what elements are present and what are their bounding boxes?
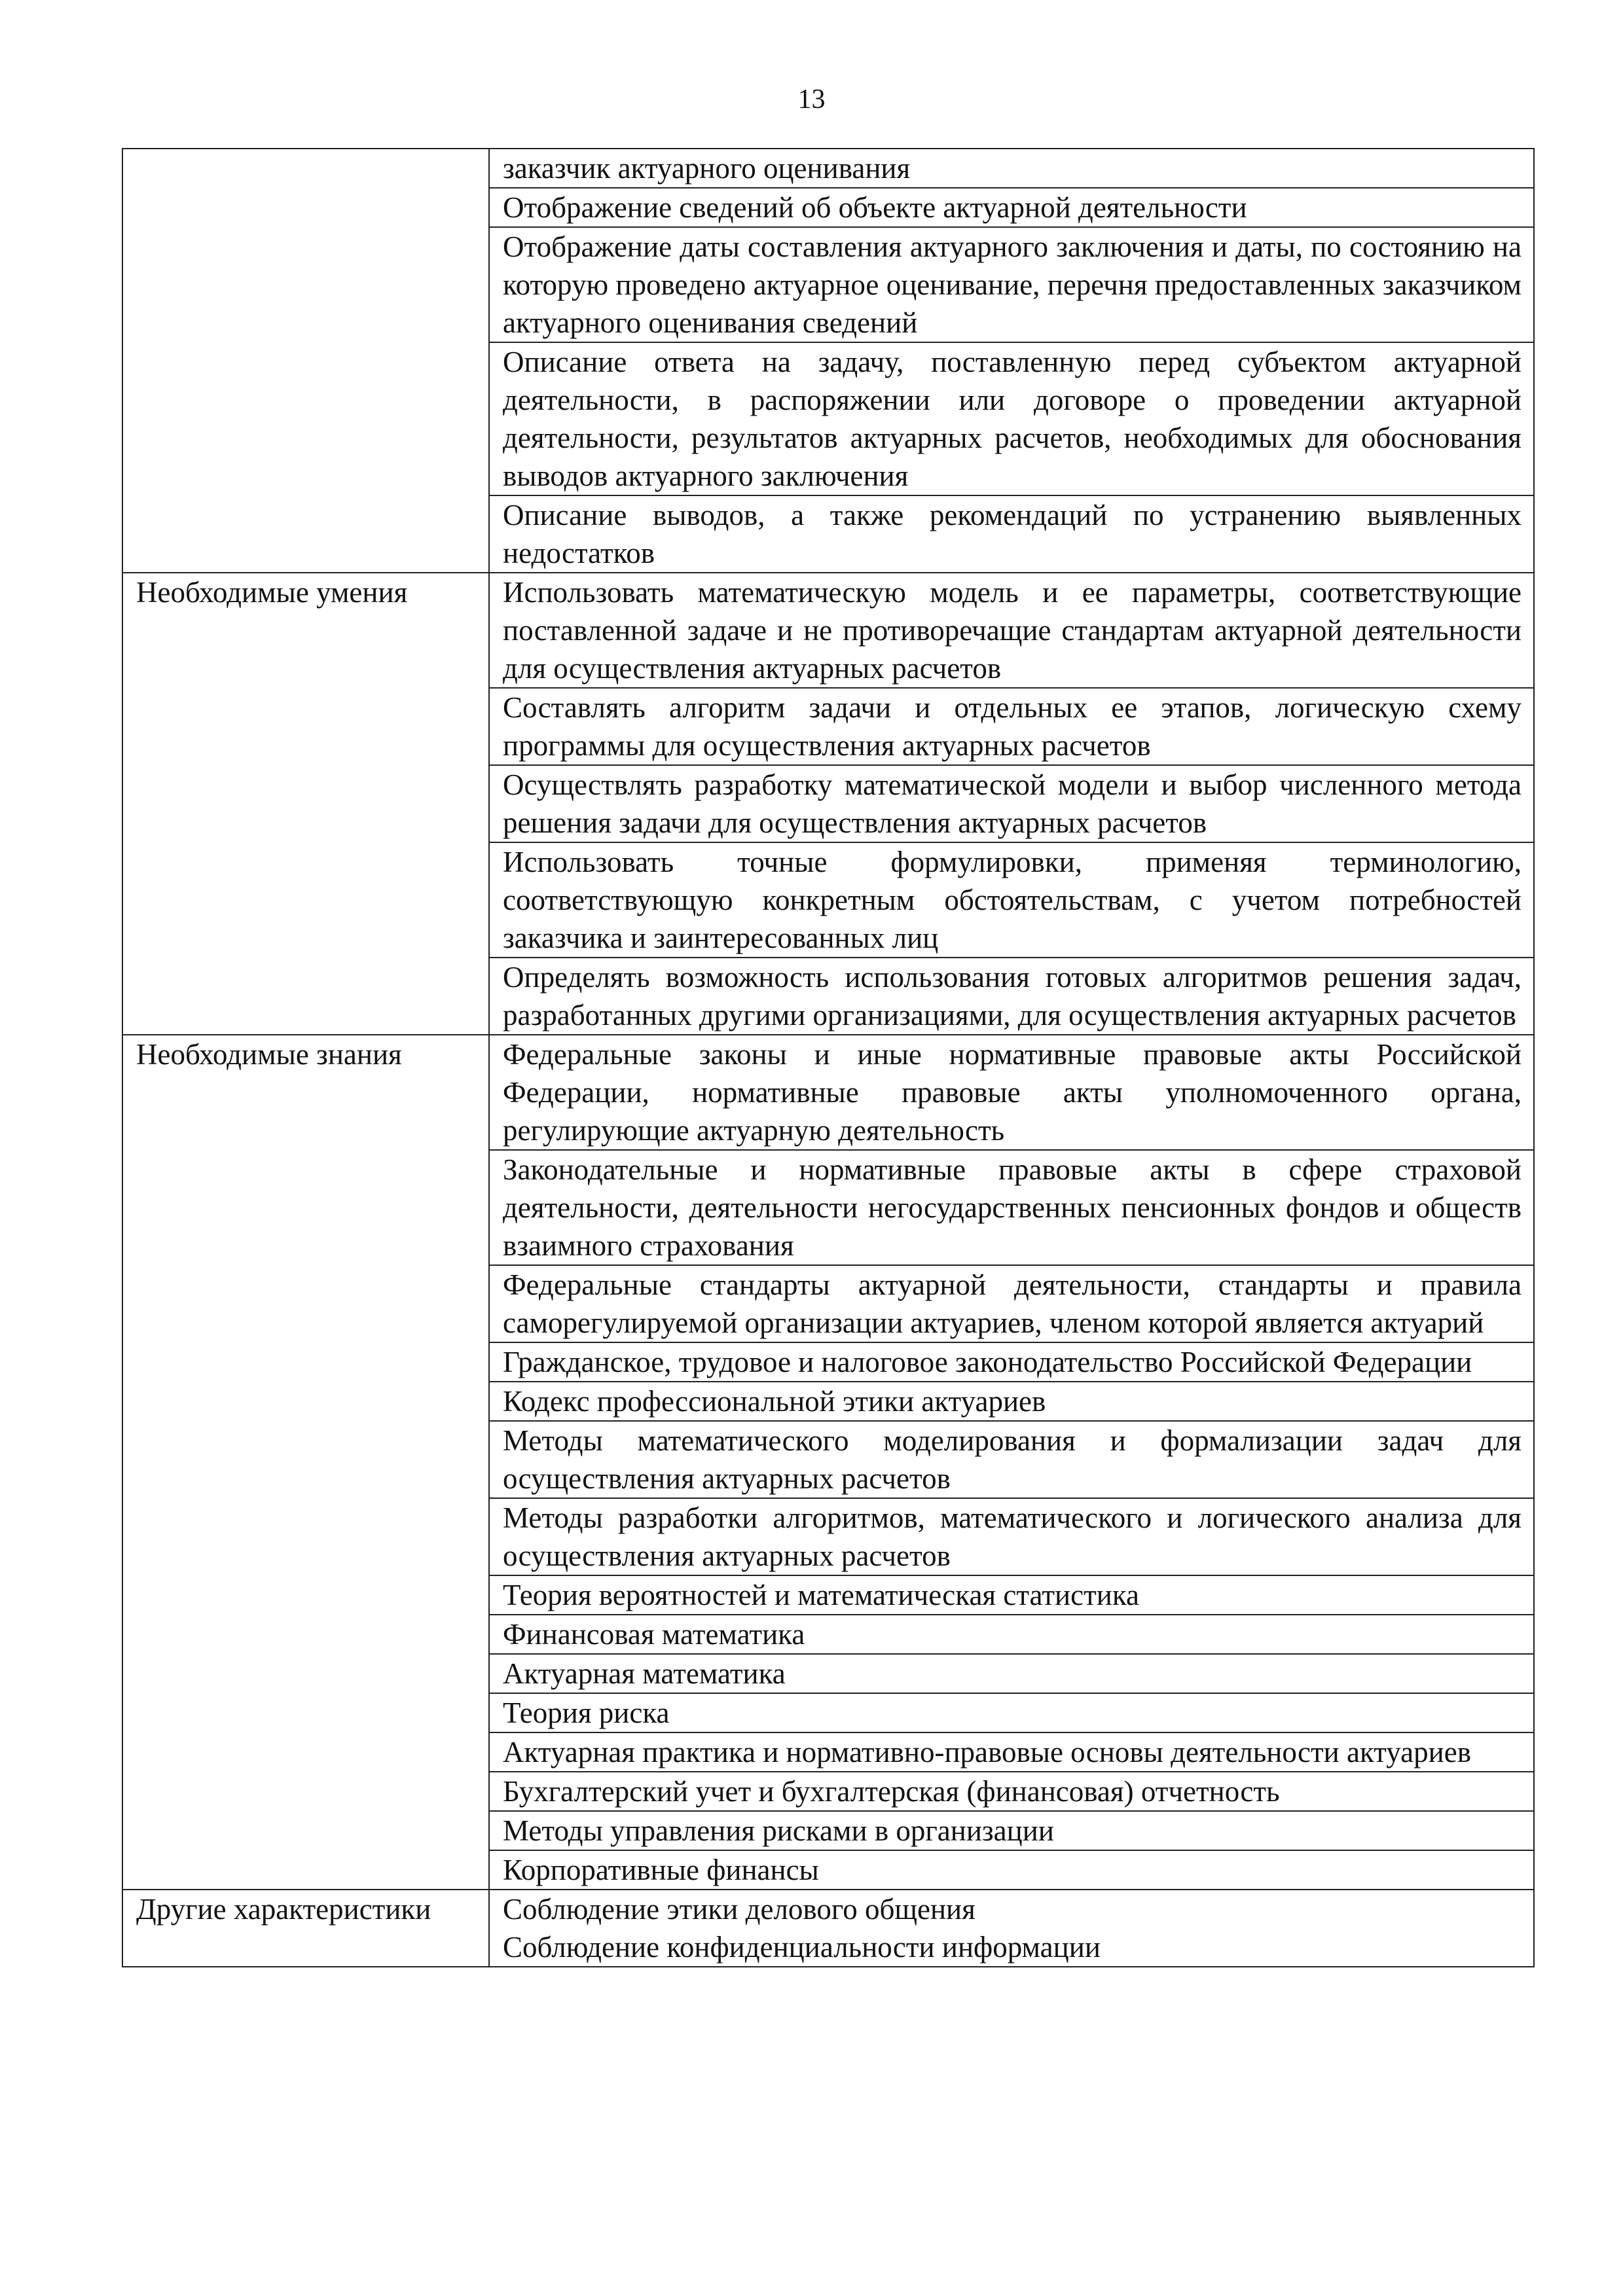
section-item: Методы разработки алгоритмов, математического и логического анализа для осуществления актуарных расчетов [489,1498,1534,1575]
section-item: Федеральные законы и иные нормативные правовые акты Российской Федерации, нормативные правовые акты уполномоченного органа, регулирующие актуарную деятельность [489,1035,1534,1150]
table-body [122,149,1534,1967]
section-item: Отображение сведений об объекте актуарной деятельности [489,188,1534,227]
section-item: Актуарная практика и нормативно-правовые основы деятельности актуариев [489,1732,1534,1772]
table-row [122,1035,1534,1150]
section-item: Определять возможность использования готовых алгоритмов решения задач, разработанных другими организациями, для осуществления актуарных расчетов [489,958,1534,1035]
section-item: Использовать точные формулировки, применяя терминологию, соответствующую конкретным обстоятельствам, с учетом потребностей заказчика и заинтересованных лиц [489,842,1534,958]
section-label: Другие характеристики [122,1890,489,1967]
section-item: Теория вероятностей и математическая статистика [489,1575,1534,1615]
section-item: Отображение даты составления актуарного заключения и даты, по состоянию на которую проведено актуарное оценивание, перечня предоставленных заказчиком актуарного оценивания сведений [489,227,1534,342]
table-row [122,149,1534,188]
section-item: Соблюдение конфиденциальности информации [489,1928,1534,1967]
section-item: Составлять алгоритм задачи и отдельных ее этапов, логическую схему программы для осуществления актуарных расчетов [489,688,1534,765]
section-item: Бухгалтерский учет и бухгалтерская (финансовая) отчетность [489,1772,1534,1811]
section-item: Описание выводов, а также рекомендаций по устранению выявленных недостатков [489,495,1534,573]
section-item: Использовать математическую модель и ее параметры, соответствующие поставленной задаче и не противоречащие стандартам актуарной деятельности для осуществления актуарных расчетов [489,573,1534,688]
section-item: Методы математического моделирования и формализации задач для осуществления актуарных расчетов [489,1421,1534,1498]
table-row [122,1890,1534,1928]
section-item: Гражданское, трудовое и налоговое законодательство Российской Федерации [489,1342,1534,1382]
section-label: Необходимые знания [122,1035,489,1890]
section-label [122,149,489,573]
section-item: Актуарная математика [489,1654,1534,1693]
section-item: заказчик актуарного оценивания [489,149,1534,188]
section-item: Описание ответа на задачу, поставленную перед субъектом актуарной деятельности, в распоряжении или договоре о проведении актуарной деятельности, результатов актуарных расчетов, необходимых для обоснования выводов актуарного заключения [489,342,1534,495]
section-item: Корпоративные финансы [489,1850,1534,1890]
table-row [122,573,1534,688]
qualification-table [122,148,1535,1967]
page-number: 13 [797,84,826,115]
section-label: Необходимые умения [122,573,489,1035]
section-item: Финансовая математика [489,1615,1534,1654]
section-item: Теория риска [489,1693,1534,1732]
section-item: Кодекс профессиональной этики актуариев [489,1382,1534,1421]
section-item: Осуществлять разработку математической модели и выбор численного метода решения задачи для осуществления актуарных расчетов [489,765,1534,842]
section-item: Методы управления рисками в организации [489,1811,1534,1850]
section-item: Федеральные стандарты актуарной деятельности, стандарты и правила саморегулируемой организации актуариев, членом которой является актуарий [489,1265,1534,1342]
section-item: Законодательные и нормативные правовые акты в сфере страховой деятельности, деятельности негосударственных пенсионных фондов и обществ взаимного страхования [489,1150,1534,1265]
section-item: Соблюдение этики делового общения [489,1890,1534,1928]
